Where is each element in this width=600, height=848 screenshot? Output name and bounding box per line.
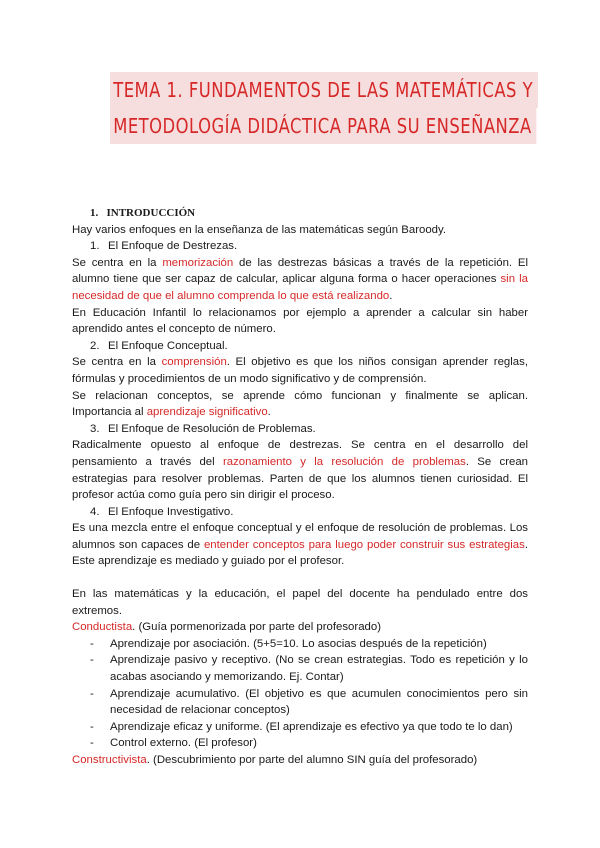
list-item: - Control externo. (El profesor) (90, 737, 257, 750)
enfoque-destrezas-heading: 1. El Enfoque de Destrezas. (90, 240, 238, 253)
constructivista-heading: Constructivista. (Descubrimiento por parte del alumno SIN guía del profesorado) (72, 754, 478, 766)
enfoque-resolucion-text: Radicalmente opuesto al enfoque de destrezas. Se centra en el desarrollo del pensamiento a través del razonamiento y la resolución de problemas. Se crean estrategias para resolver problemas. Parten de que los alumnos tienen curiosidad. El profesor actúa como guía pero sin dirigir el proceso. (72, 439, 528, 502)
enfoque-conceptual-text-2: Se relacionan conceptos, se aprende cómo funcionan y finalmente se aplican. Importancia al aprendizaje significativo. (72, 389, 528, 419)
enfoque-resolucion-heading: 3. El Enfoque de Resolución de Problemas. (90, 422, 316, 435)
list-item: - Aprendizaje acumulativo. (El objetivo es que acumulen conocimientos pero sin necesidad de relacionar conceptos) (90, 687, 528, 717)
title-line-2: METODOLOGÍA DIDÁCTICA PARA SU ENSEÑANZA (110, 108, 537, 144)
enfoque-conceptual-text: Se centra en la comprensión. El objetivo es que los niños consigan aprender reglas, fórmulas y procedimientos de un modo significativo y de comprensión. (72, 356, 528, 385)
enfoque-destrezas-text: Se centra en la memorización de las destrezas básicas a través de la repetición. El alumno tiene que ser capaz de calcular, aplicar alguna forma o hacer operaciones sin la necesidad de que el alumno comprenda lo que está realizando. (72, 256, 528, 302)
enfoque-conceptual-heading: 2. El Enfoque Conceptual. (90, 339, 228, 352)
conductista-heading: Conductista. (Guía pormenorizada por parte del profesorado) (72, 621, 381, 634)
intro-paragraph: Hay varios enfoques en la enseñanza de las matemáticas según Baroody. (72, 223, 447, 236)
list-item: - Aprendizaje por asociación. (5+5=10. Lo asocias después de la repetición) (90, 637, 487, 650)
list-item: - Aprendizaje pasivo y receptivo. (No se crean estrategias. Todo es repetición y lo acabas asociando y memorizando. Ej. Contar) (90, 654, 528, 684)
section-heading: 1. INTRODUCCIÓN (90, 207, 196, 219)
pendulum-paragraph: En las matemáticas y la educación, el papel del docente ha pendulado entre dos extremos. (72, 588, 528, 617)
document-title (110, 72, 534, 144)
list-item: - Aprendizaje eficaz y uniforme. (El aprendizaje es efectivo ya que todo te lo dan) (90, 720, 513, 733)
enfoque-destrezas-infantil: En Educación Infantil lo relacionamos por ejemplo a aprender a calcular sin haber aprendido antes el concepto de número. (72, 306, 528, 336)
enfoque-investigativo-text: Es una mezcla entre el enfoque conceptual y el enfoque de resolución de problemas. Los alumnos son capaces de entender conceptos para luego poder construir sus estrategias. Este aprendizaje es mediado y guiado por el profesor. (72, 522, 528, 568)
title-line-1: TEMA 1. FUNDAMENTOS DE LAS MATEMÁTICAS Y (110, 72, 538, 108)
document-body (72, 205, 528, 769)
enfoque-investigativo-heading: 4. El Enfoque Investigativo. (90, 505, 234, 518)
